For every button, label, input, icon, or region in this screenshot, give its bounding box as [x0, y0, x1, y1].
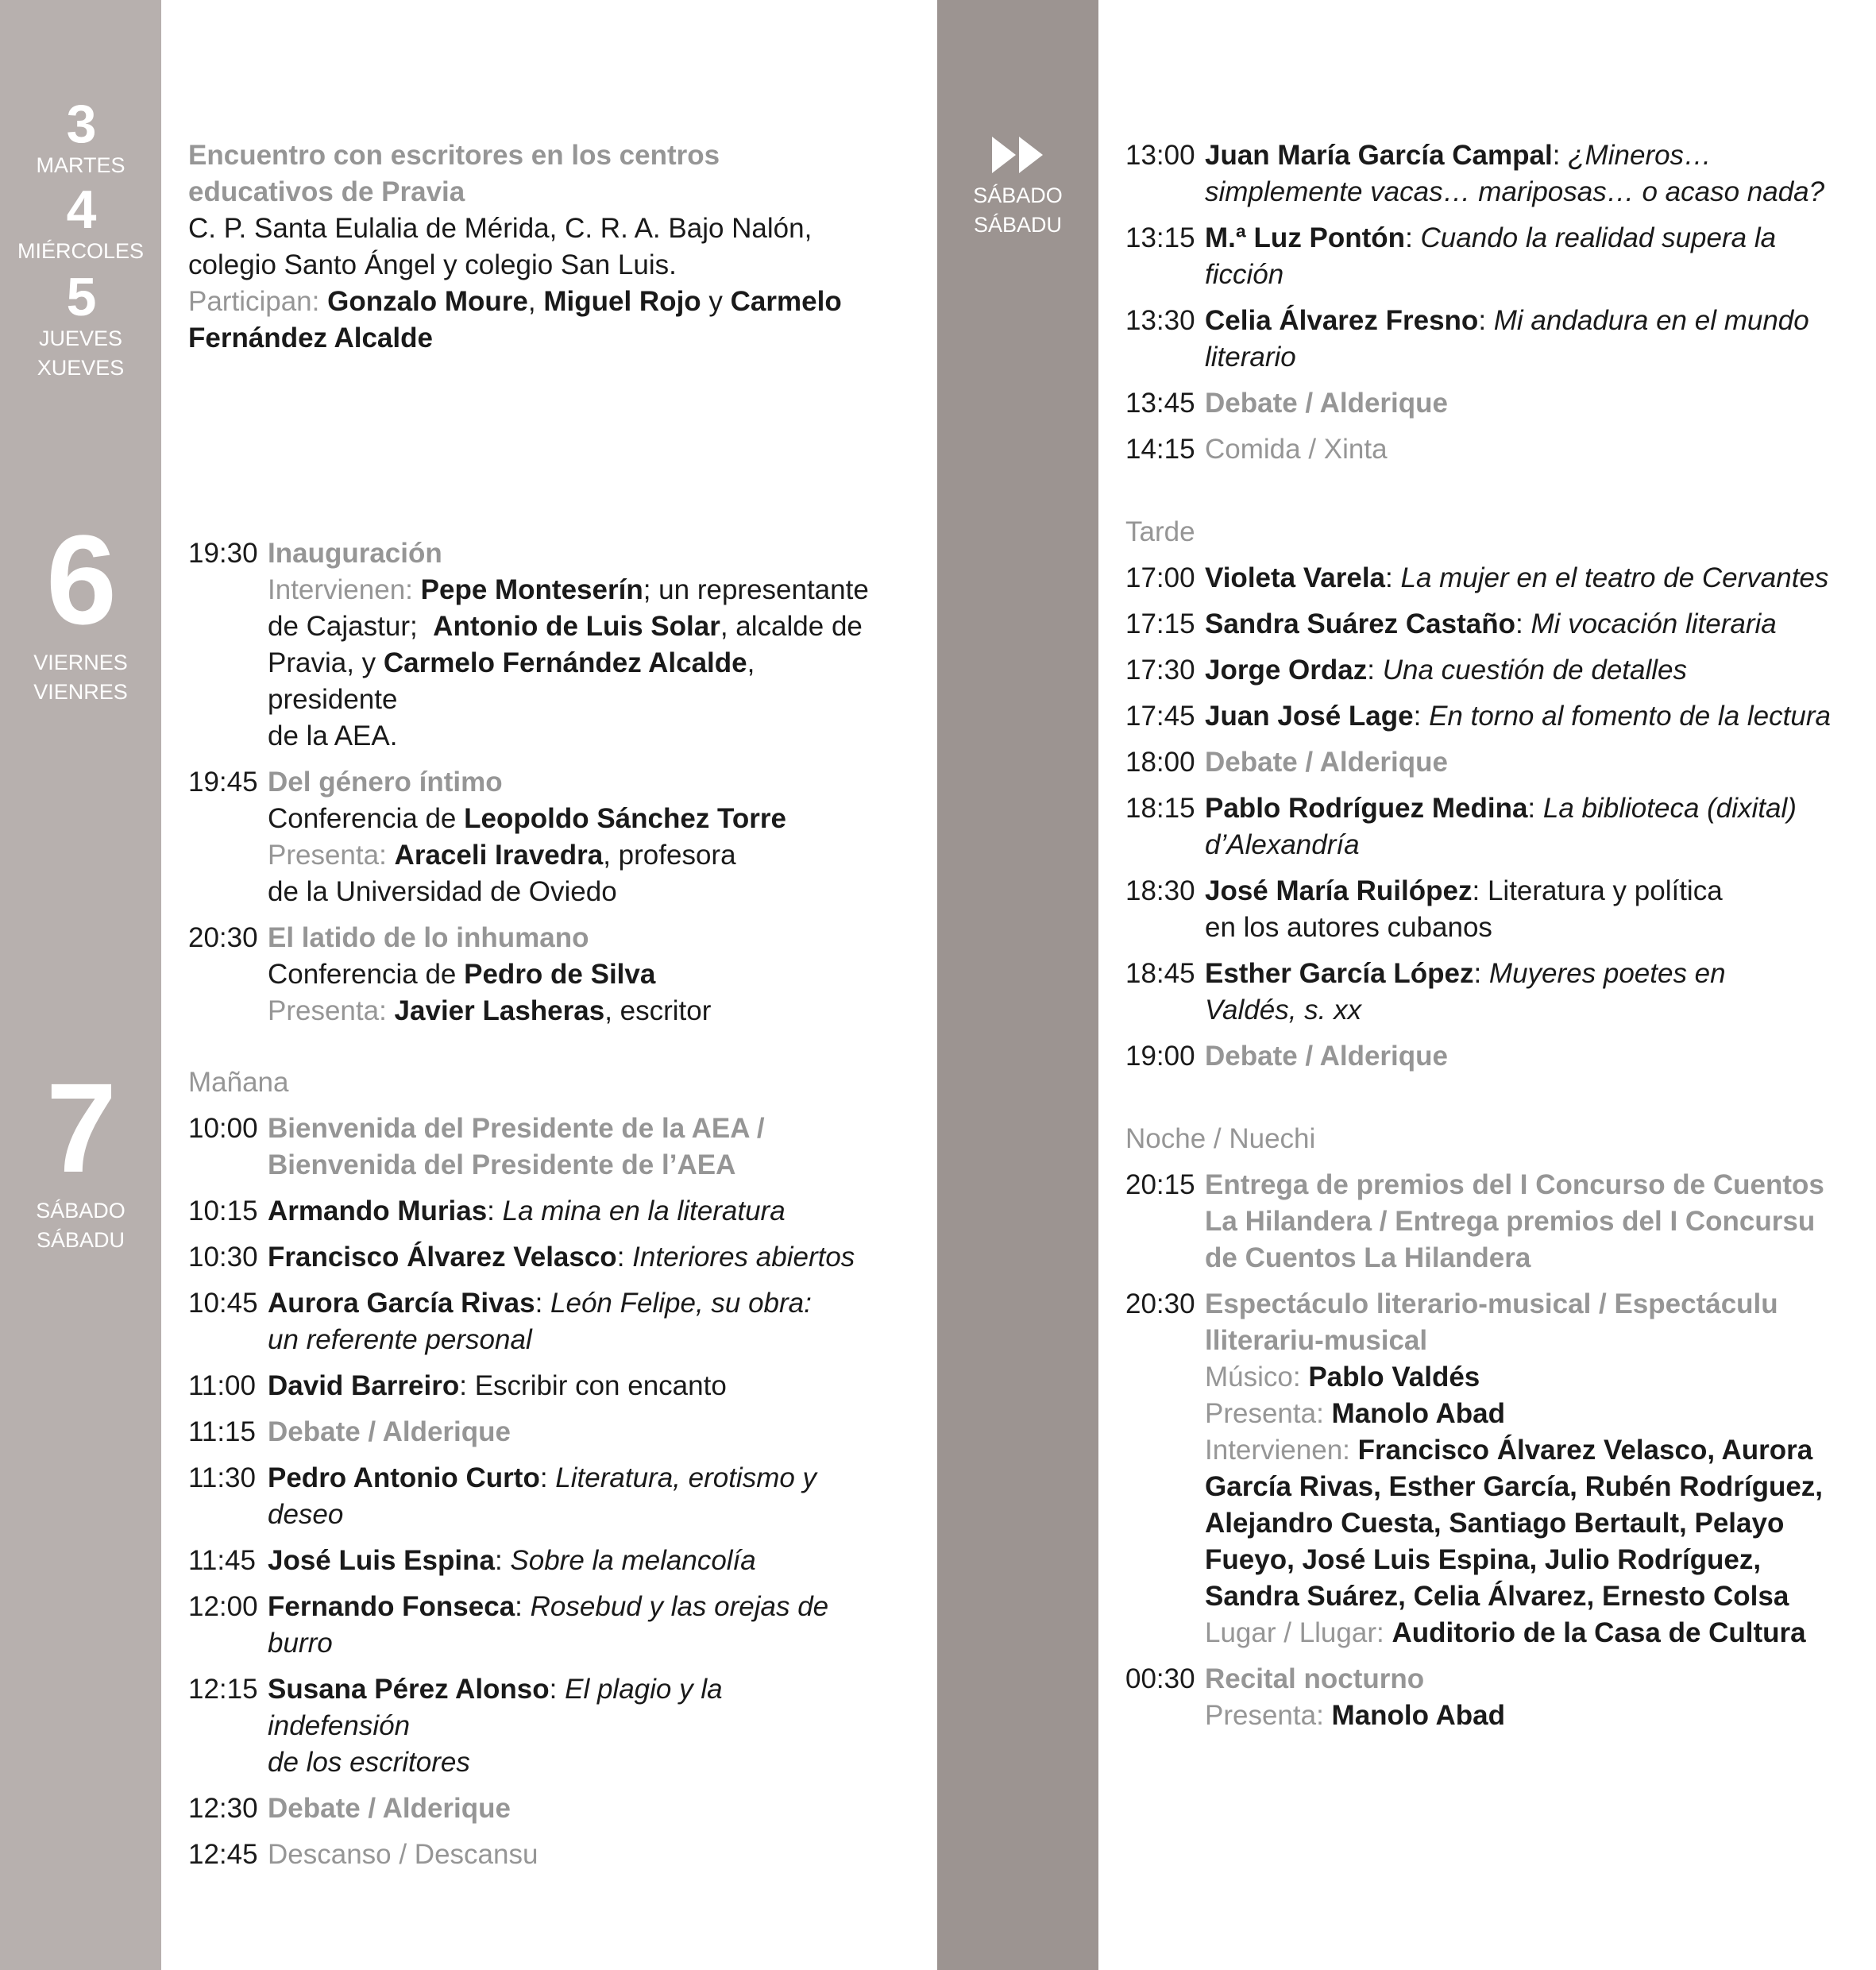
schedule-item [188, 1239, 871, 1276]
talk-title: Sobre la melancolía [510, 1545, 756, 1576]
participant-names: Alejandro Cuesta, Santiago Bertault, Pelayo [1205, 1508, 1785, 1539]
speaker-name: Juan María García Campal [1205, 140, 1553, 171]
time: 10:00 [188, 1113, 258, 1144]
schedule-item [188, 1543, 871, 1579]
talk-title: En torno al fomento de la lectura [1429, 701, 1831, 732]
separator: : [1413, 701, 1422, 732]
day-3-label [0, 94, 161, 180]
speaker-name: Carmelo Fernández Alcalde [383, 647, 747, 678]
event-title: Recital nocturno [1205, 1663, 1425, 1694]
talk-title: Rosebud y las orejas de burro [268, 1591, 829, 1659]
talk-title: simplemente vacas… mariposas… o acaso nada? [1205, 176, 1825, 207]
speaker-name: Leopoldo Sánchez Torre [464, 803, 786, 834]
separator: : [535, 1288, 543, 1319]
time: 20:30 [1125, 1288, 1195, 1319]
day-7-label [0, 1056, 161, 1255]
separator: : [549, 1674, 558, 1705]
schedule-item [188, 764, 871, 910]
event-title: El latido de lo inhumano [268, 922, 589, 953]
talk-title: La mujer en el teatro de Cervantes [1400, 562, 1829, 593]
day-6-label [0, 508, 161, 707]
time: 17:30 [1125, 655, 1195, 686]
talk-title: Mi vocación literaria [1531, 608, 1777, 639]
presenter-label: Presenta: [1205, 1700, 1324, 1731]
participant-names: García Rivas, Esther García, Rubén Rodríguez, [1205, 1471, 1824, 1502]
schedule-item [188, 1285, 871, 1358]
time: 13:00 [1125, 140, 1195, 171]
participant-name: Carmelo [730, 286, 842, 317]
schedule-item [188, 1111, 871, 1184]
presenter-name: Manolo Abad [1331, 1398, 1505, 1429]
day-7-name-asturian: SÁBADU [36, 1228, 125, 1252]
participant-names: Francisco Álvarez Velasco, Aurora [1357, 1435, 1813, 1466]
schedule-item [1125, 1286, 1840, 1651]
time: 13:45 [1125, 388, 1195, 419]
separator: : [539, 1462, 548, 1493]
encuentro-venues-2: colegio Santo Ángel y colegio San Luis. [188, 249, 677, 280]
speaker-name: José María Ruilópez [1205, 875, 1473, 906]
day-7-number: 7 [46, 1056, 115, 1199]
time: 11:30 [188, 1462, 256, 1493]
separator: : [1385, 562, 1393, 593]
participants-label: Intervienen: [1205, 1435, 1350, 1466]
day-3-number: 3 [66, 94, 95, 154]
time: 11:15 [188, 1416, 256, 1447]
schedule-item [1125, 1038, 1840, 1075]
schedule-item [188, 1790, 871, 1827]
talk-title: León Felipe, su obra: [550, 1288, 812, 1319]
speaker-name: Sandra Suárez Castaño [1205, 608, 1515, 639]
speaker-name: Pedro de Silva [464, 959, 656, 990]
encuentro-venues-1: C. P. Santa Eulalia de Mérida, C. R. A. Bajo Nalón, [188, 213, 813, 244]
talk-title: Valdés, s. xx [1205, 995, 1362, 1026]
schedule-item [188, 535, 871, 755]
event-title: Inauguración [268, 538, 442, 569]
presenter-label: Presenta: [268, 995, 387, 1026]
time: 11:45 [188, 1545, 256, 1576]
event-text: , alcalde de [720, 611, 863, 642]
schedule-item [1125, 652, 1840, 689]
schedule-item [188, 1589, 871, 1662]
event-text: Conferencia de [268, 959, 457, 990]
speaker-name: Violeta Varela [1205, 562, 1386, 593]
musician-label: Músico: [1205, 1362, 1301, 1393]
schedule-item [1125, 303, 1840, 376]
talk-title: Interiores abiertos [632, 1242, 855, 1273]
talk-title: Literatura, erotismo y deseo [268, 1462, 817, 1530]
presenter-name: Araceli Iravedra [394, 840, 604, 871]
speaker-name: Francisco Álvarez Velasco [268, 1242, 617, 1273]
event-text: , escritor [604, 995, 712, 1026]
schedule-item [1125, 1167, 1840, 1277]
day-5-name: JUEVES [38, 326, 123, 350]
time: 20:30 [188, 922, 258, 953]
speaker-name: Esther García López [1205, 958, 1474, 989]
time: 12:30 [188, 1793, 258, 1824]
participant-name: Fernández Alcalde [188, 323, 433, 353]
day-6-name-asturian: VIENRES [33, 680, 128, 704]
day-5-number: 5 [66, 267, 95, 327]
speaker-name: Pablo Rodríguez Medina [1205, 793, 1528, 824]
event-text: de la AEA. [268, 720, 398, 751]
right-day-band [937, 0, 1098, 1970]
event-title: Espectáculo literario-musical / Espectáculu [1205, 1288, 1778, 1319]
speaker-name: Pedro Antonio Curto [268, 1462, 540, 1493]
schedule-item [188, 920, 871, 1029]
day-4-label [0, 180, 161, 266]
day-6-name: VIERNES [33, 651, 128, 674]
time: 12:45 [188, 1839, 258, 1870]
schedule-item [188, 1671, 871, 1781]
separator: , [527, 286, 536, 317]
venue-label: Lugar / Llugar: [1205, 1617, 1384, 1648]
participants-label: Participan: [188, 286, 320, 317]
time: 18:15 [1125, 793, 1195, 824]
speaker-name: Juan José Lage [1205, 701, 1414, 732]
friday-schedule [188, 535, 871, 1039]
day-6-number: 6 [46, 508, 115, 651]
separator: : [459, 1370, 467, 1401]
schedule-item [1125, 137, 1840, 211]
debate-text: Debate / Alderique [268, 1793, 511, 1824]
day-4-number: 4 [66, 180, 95, 240]
encuentro-title-2: educativos de Pravia [188, 176, 465, 207]
separator: : [1367, 655, 1375, 686]
participant-names: Sandra Suárez, Celia Álvarez, Ernesto Colsa [1205, 1581, 1789, 1612]
event-text: , presidente [268, 647, 755, 715]
speaker-name: José Luis Espina [268, 1545, 495, 1576]
debate-text: Debate / Alderique [268, 1416, 511, 1447]
schedule-item [1125, 385, 1840, 422]
presenter-name: Manolo Abad [1331, 1700, 1505, 1731]
event-text: de la Universidad de Oviedo [268, 876, 617, 907]
section-heading: Noche / Nuechi [1125, 1123, 1316, 1154]
conjunction: y [708, 286, 723, 317]
talk-title: Una cuestión de detalles [1382, 655, 1688, 686]
break-text: Descanso / Descansu [268, 1839, 538, 1870]
schedule-item [1125, 873, 1840, 946]
time: 17:45 [1125, 701, 1195, 732]
encuentro-block [188, 137, 871, 357]
section-heading: Mañana [188, 1067, 289, 1098]
talk-title: ¿Mineros… [1568, 140, 1712, 171]
break-text: Comida / Xinta [1205, 434, 1388, 465]
talk-title: La biblioteca (dixital) [1542, 793, 1797, 824]
time: 14:15 [1125, 434, 1195, 465]
day-4-name: MIÉRCOLES [17, 239, 145, 263]
talk-title: d’Alexandría [1205, 829, 1360, 860]
event-text: ; un representante [643, 574, 869, 605]
speakers-label: Intervienen: [268, 574, 413, 605]
event-text: de Cajastur; [268, 611, 418, 642]
schedule-item [1125, 790, 1840, 863]
separator: : [1527, 793, 1536, 824]
musician-name: Pablo Valdés [1308, 1362, 1480, 1393]
talk-title: de los escritores [268, 1747, 470, 1778]
talk-title: literario [1205, 342, 1296, 373]
time: 00:30 [1125, 1663, 1195, 1694]
talk-title: La mina en la literatura [502, 1196, 786, 1226]
talk-title: Escribir con encanto [474, 1370, 727, 1401]
debate-text: Debate / Alderique [1205, 1041, 1448, 1072]
talk-title: Literatura y política [1487, 875, 1723, 906]
event-title: Bienvenida del Presidente de l’AEA [268, 1149, 736, 1180]
day-5-label [0, 267, 161, 383]
talk-title: Cuando la realidad supera la ficción [1205, 222, 1777, 290]
talk-title: un referente personal [268, 1324, 532, 1355]
speaker-name: David Barreiro [268, 1370, 460, 1401]
schedule-item [188, 1414, 871, 1450]
day-7-continued-name: SÁBADO [973, 183, 1063, 207]
speaker-name: Fernando Fonseca [268, 1591, 515, 1622]
schedule-item [1125, 1661, 1840, 1734]
time: 17:15 [1125, 608, 1195, 639]
separator: : [1552, 140, 1561, 171]
event-title: La Hilandera / Entrega premios del I Concursu [1205, 1206, 1816, 1237]
encuentro-participants [188, 284, 871, 320]
participant-name: Miguel Rojo [543, 286, 701, 317]
separator: : [1515, 608, 1523, 639]
section-heading: Tarde [1125, 516, 1195, 547]
debate-text: Debate / Alderique [1205, 388, 1448, 419]
separator: : [515, 1591, 523, 1622]
schedule-item [1125, 956, 1840, 1029]
event-title: Bienvenida del Presidente de la AEA / [268, 1113, 765, 1144]
saturday-morning-schedule [188, 1064, 871, 1883]
speaker-name: M.ª Luz Pontón [1205, 222, 1406, 253]
presenter-name: Javier Lasheras [394, 995, 605, 1026]
participant-name: Gonzalo Moure [327, 286, 528, 317]
separator: : [1478, 305, 1487, 336]
separator: : [616, 1242, 625, 1273]
speaker-name: Susana Pérez Alonso [268, 1674, 550, 1705]
debate-text: Debate / Alderique [1205, 747, 1448, 778]
schedule-item [188, 1460, 871, 1533]
separator: : [1405, 222, 1413, 253]
talk-title: Mi andadura en el mundo [1493, 305, 1809, 336]
time: 10:30 [188, 1242, 258, 1273]
saturday-afternoon-schedule [1125, 137, 1840, 1744]
speaker-name: Aurora García Rivas [268, 1288, 535, 1319]
day-5-name-asturian: XUEVES [37, 356, 125, 380]
time: 10:15 [188, 1196, 258, 1226]
time: 19:30 [188, 538, 258, 569]
schedule-item [1125, 560, 1840, 597]
day-7-continued-label [937, 135, 1098, 240]
speaker-name: Antonio de Luis Solar [433, 611, 720, 642]
schedule-item [1125, 744, 1840, 781]
event-text: Conferencia de [268, 803, 457, 834]
time: 18:30 [1125, 875, 1195, 906]
talk-title: en los autores cubanos [1205, 912, 1492, 943]
event-text: , profesora [603, 840, 736, 871]
time: 18:45 [1125, 958, 1195, 989]
event-text: Pravia, y [268, 647, 376, 678]
event-title: lliterariu-musical [1205, 1325, 1428, 1356]
fast-forward-icon [990, 135, 1046, 175]
time: 10:45 [188, 1288, 258, 1319]
event-title: Del género íntimo [268, 767, 503, 798]
day-3-name: MARTES [36, 153, 125, 177]
schedule-item [188, 1837, 871, 1873]
presenter-label: Presenta: [268, 840, 387, 871]
day-7-continued-name-asturian: SÁBADU [973, 213, 1063, 237]
time: 19:00 [1125, 1041, 1195, 1072]
schedule-item [1125, 606, 1840, 643]
speaker-name: Pepe Monteserín [420, 574, 643, 605]
separator: : [487, 1196, 495, 1226]
schedule-item [188, 1193, 871, 1230]
speaker-name: Armando Murias [268, 1196, 488, 1226]
time: 18:00 [1125, 747, 1195, 778]
speaker-name: Celia Álvarez Fresno [1205, 305, 1479, 336]
separator: : [1472, 875, 1480, 906]
time: 20:15 [1125, 1169, 1195, 1200]
presenter-label: Presenta: [1205, 1398, 1324, 1429]
time: 11:00 [188, 1370, 256, 1401]
venue-name: Auditorio de la Casa de Cultura [1392, 1617, 1806, 1648]
talk-title: Muyeres poetes en [1488, 958, 1726, 989]
time: 13:30 [1125, 305, 1195, 336]
time: 17:00 [1125, 562, 1195, 593]
schedule-item [1125, 220, 1840, 293]
time: 19:45 [188, 767, 258, 798]
time: 13:15 [1125, 222, 1195, 253]
time: 12:15 [188, 1674, 258, 1705]
talk-title: El plagio y la indefensión [268, 1674, 723, 1741]
schedule-item [1125, 431, 1840, 468]
time: 12:00 [188, 1591, 258, 1622]
day-7-name: SÁBADO [36, 1199, 125, 1223]
schedule-item [1125, 698, 1840, 735]
separator: : [1473, 958, 1482, 989]
encuentro-title-1: Encuentro con escritores en los centros [188, 140, 720, 171]
speaker-name: Jorge Ordaz [1205, 655, 1368, 686]
event-title: Entrega de premios del I Concurso de Cuentos [1205, 1169, 1824, 1200]
separator: : [494, 1545, 503, 1576]
schedule-item [188, 1368, 871, 1404]
participant-names: Fueyo, José Luis Espina, Julio Rodríguez, [1205, 1544, 1762, 1575]
event-title: de Cuentos La Hilandera [1205, 1242, 1531, 1273]
